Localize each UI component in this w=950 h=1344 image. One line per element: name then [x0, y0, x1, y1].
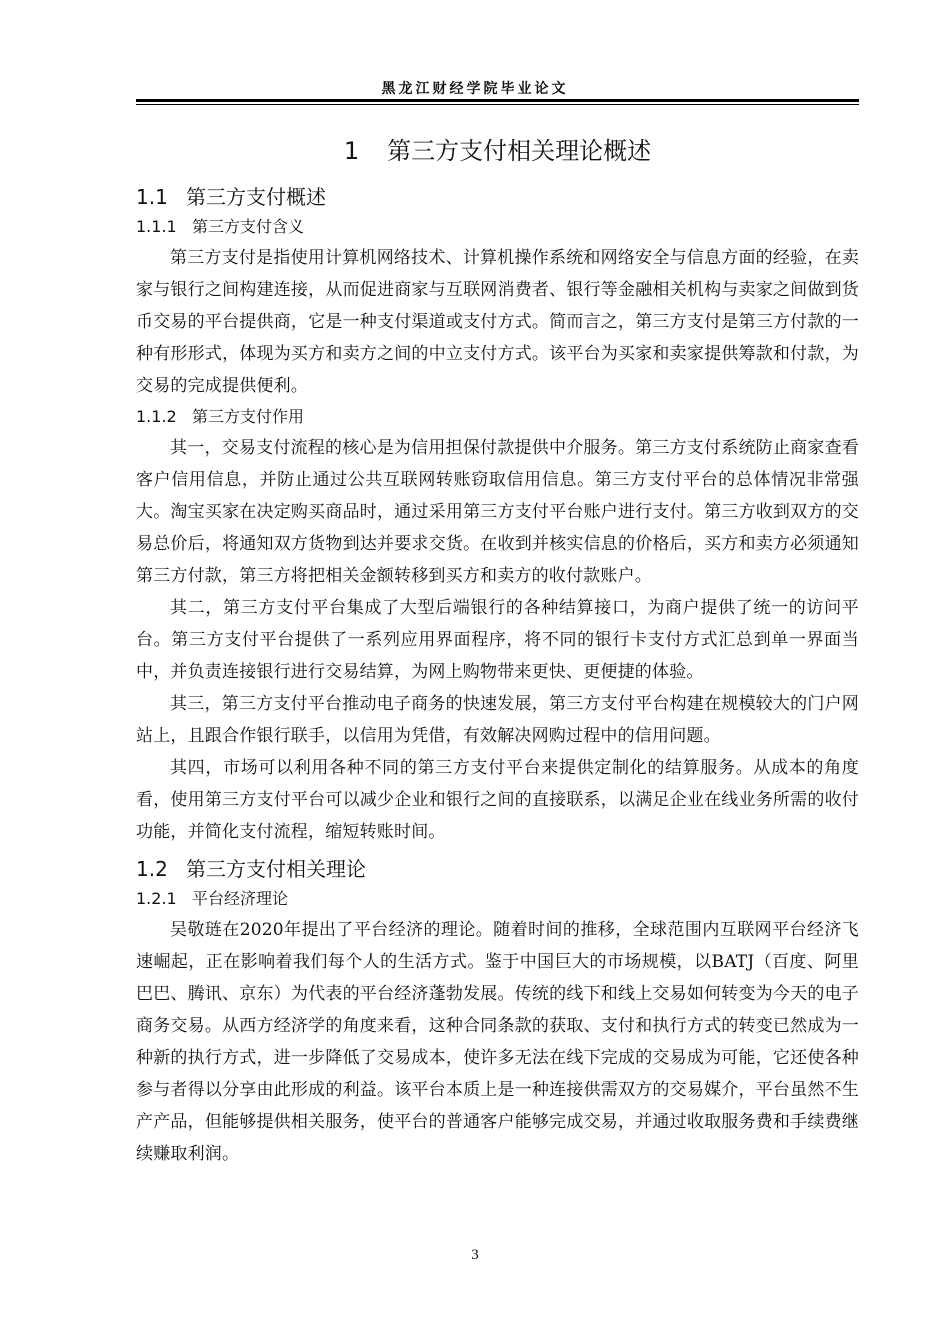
header-rule-thick	[136, 99, 859, 102]
header-rule-thin	[136, 104, 859, 105]
subsection-number: 1.1.1	[136, 217, 177, 236]
subsection-heading-1-1-1	[136, 216, 859, 238]
chapter-number: 1	[343, 137, 360, 165]
section-title: 第三方支付概述	[186, 185, 326, 209]
subsection-title: 第三方支付作用	[192, 407, 305, 426]
subsection-number: 1.2.1	[136, 889, 177, 908]
subsection-heading-1-2-1	[136, 888, 859, 910]
section-number: 1.2	[136, 857, 168, 881]
paragraph: 其四，市场可以利用各种不同的第三方支付平台来提供定制化的结算服务。从成本的角度看，使用第三方支付平台可以减少企业和银行之间的直接联系，以满足企业在线业务所需的收付功能，并简化支付流程，缩短转账时间。	[136, 758, 859, 842]
paragraph: 第三方支付是指使用计算机网络技术、计算机操作系统和网络安全与信息方面的经验，在卖家与银行之间构建连接，从而促进商家与互联网消费者、银行等金融相关机构与卖家之间做到货币交易的平台提供商，它是一种支付渠道或支付方式。简而言之，第三方支付是第三方付款的一种有形形式，体现为买方和卖方之间的中立支付方式。该平台为买家和卖家提供筹款和付款，为交易的完成提供便利。	[136, 248, 859, 396]
page-number: 3	[471, 1247, 479, 1263]
subsection-number: 1.1.2	[136, 407, 177, 426]
paragraph: 其一，交易支付流程的核心是为信用担保付款提供中介服务。第三方支付系统防止商家查看客户信用信息，并防止通过公共互联网转账窃取信用信息。第三方支付平台的总体情况非常强大。淘宝买家在决定购买商品时，通过采用第三方支付平台账户进行支付。第三方收到双方的交易总价后，将通知双方货物到达并要求交货。在收到并核实信息的价格后，买方和卖方必须通知第三方付款，第三方将把相关金额转移到买方和卖方的收付款账户。	[136, 438, 859, 586]
section-heading-1-1	[136, 184, 859, 210]
running-header: 黑龙江财经学院毕业论文	[381, 81, 569, 97]
section-title: 第三方支付相关理论	[186, 857, 366, 881]
paragraph: 吴敬琏在2020年提出了平台经济的理论。随着时间的推移，全球范围内互联网平台经济飞速崛起，正在影响着我们每个人的生活方式。鉴于中国巨大的市场规模，以BATJ（百度、阿里巴巴、腾讯、京东）为代表的平台经济蓬勃发展。传统的线下和线上交易如何转变为今天的电子商务交易。从西方经济学的角度来看，这种合同条款的获取、支付和执行方式的转变已然成为一种新的执行方式，进一步降低了交易成本，使许多无法在线下完成的交易成为可能，它还使各种参与者得以分享由此形成的利益。该平台本质上是一种连接供需双方的交易媒介，平台虽然不生产产品，但能够提供相关服务，使平台的普通客户能够完成交易，并通过收取服务费和手续费继续赚取利润。	[136, 920, 859, 1164]
subsection-title: 平台经济理论	[192, 889, 289, 908]
section-heading-1-2	[136, 856, 859, 882]
paragraph: 其三，第三方支付平台推动电子商务的快速发展，第三方支付平台构建在规模较大的门户网站上，且跟合作银行联手，以信用为凭借，有效解决网购过程中的信用问题。	[136, 694, 859, 746]
chapter-title: 第三方支付相关理论概述	[387, 137, 652, 165]
subsection-title: 第三方支付含义	[192, 217, 305, 236]
section-number: 1.1	[136, 185, 168, 209]
subsection-heading-1-1-2	[136, 406, 859, 428]
page-body	[136, 128, 859, 1170]
paragraph: 其二，第三方支付平台集成了大型后端银行的各种结算接口，为商户提供了统一的访问平台。第三方支付平台提供了一系列应用界面程序，将不同的银行卡支付方式汇总到单一界面当中，并负责连接银行进行交易结算，为网上购物带来更快、更便捷的体验。	[136, 598, 859, 682]
chapter-heading	[136, 136, 859, 166]
